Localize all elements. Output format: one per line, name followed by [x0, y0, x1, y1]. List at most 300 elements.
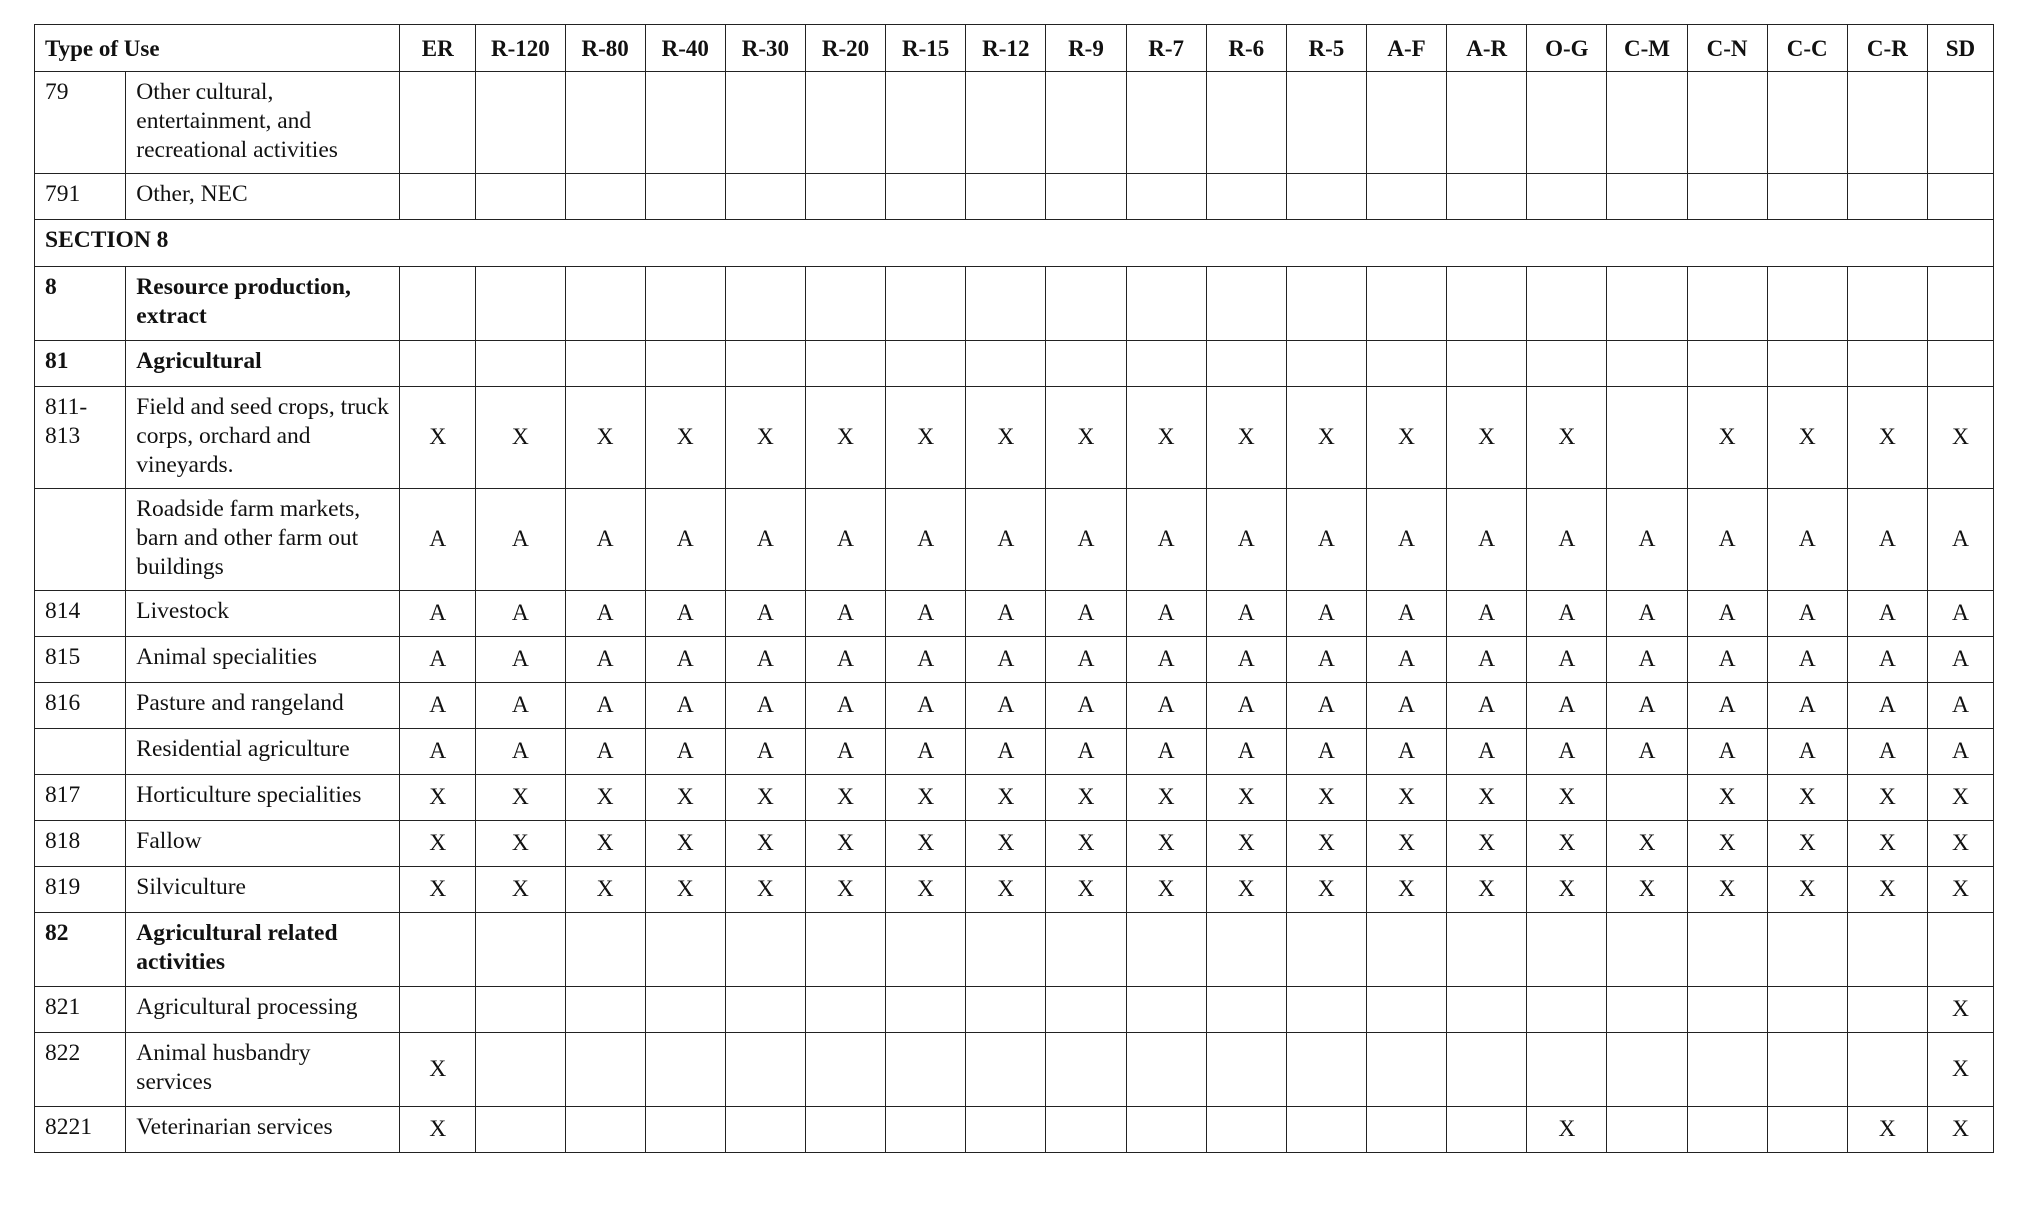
permission-cell [645, 1033, 725, 1107]
table-row [35, 341, 1994, 387]
permission-cell: X [1927, 821, 1993, 867]
permission-cell: X [1447, 775, 1527, 821]
permission-cell: X [805, 775, 885, 821]
permission-cell: X [1126, 775, 1206, 821]
permission-cell [1286, 174, 1366, 220]
permission-cell [1607, 341, 1687, 387]
permission-cell [1286, 987, 1366, 1033]
permission-cell: A [565, 683, 645, 729]
table-row [35, 729, 1994, 775]
permission-cell [565, 1107, 645, 1153]
permission-cell: X [1286, 867, 1366, 913]
permission-cell: A [725, 591, 805, 637]
permission-cell: X [1527, 775, 1607, 821]
permission-cell: A [1847, 683, 1927, 729]
permission-cell [476, 267, 565, 341]
permission-cell [1447, 267, 1527, 341]
zone-header: R-9 [1046, 25, 1126, 72]
permission-cell: A [565, 489, 645, 591]
permission-cell: A [1607, 489, 1687, 591]
permission-cell: A [966, 489, 1046, 591]
permission-cell: X [1927, 775, 1993, 821]
permission-cell [1447, 1033, 1527, 1107]
permission-cell: X [1286, 387, 1366, 489]
permission-cell [725, 913, 805, 987]
permission-cell: X [1687, 387, 1767, 489]
permission-cell: A [1126, 683, 1206, 729]
permission-cell [1687, 1107, 1767, 1153]
permission-cell [805, 1107, 885, 1153]
permission-cell: X [1366, 821, 1446, 867]
permission-cell: X [1046, 867, 1126, 913]
permission-cell: A [1607, 637, 1687, 683]
use-code: 815 [35, 637, 126, 683]
use-description: Animal specialities [126, 637, 400, 683]
table-row [35, 775, 1994, 821]
permission-cell [1046, 1033, 1126, 1107]
permission-cell [1527, 341, 1607, 387]
permission-cell: A [1046, 637, 1126, 683]
permission-cell [1847, 174, 1927, 220]
permission-cell [1126, 913, 1206, 987]
permission-cell: A [1447, 591, 1527, 637]
permission-cell: X [400, 1033, 476, 1107]
permission-cell [476, 174, 565, 220]
permission-cell [565, 1033, 645, 1107]
use-code: 79 [35, 72, 126, 174]
permission-cell: X [966, 387, 1046, 489]
permission-cell: A [1767, 683, 1847, 729]
permission-cell [886, 913, 966, 987]
permission-cell [1126, 341, 1206, 387]
permission-cell: X [476, 775, 565, 821]
permission-cell [476, 1107, 565, 1153]
permission-cell: X [886, 821, 966, 867]
permission-cell [1366, 987, 1446, 1033]
permission-cell [725, 267, 805, 341]
permission-cell [725, 72, 805, 174]
permission-cell: X [1687, 775, 1767, 821]
use-description: Other cultural, entertainment, and recreational activities [126, 72, 400, 174]
permission-cell [1607, 775, 1687, 821]
permission-cell: X [1126, 387, 1206, 489]
permission-cell: X [966, 775, 1046, 821]
permission-cell: A [476, 637, 565, 683]
permission-cell [1767, 987, 1847, 1033]
permission-cell [1607, 987, 1687, 1033]
permission-cell [1206, 1033, 1286, 1107]
permission-cell: X [565, 387, 645, 489]
use-code [35, 489, 126, 591]
permission-cell: A [1687, 489, 1767, 591]
use-code: 822 [35, 1033, 126, 1107]
use-code: 814 [35, 591, 126, 637]
permission-cell: A [1527, 683, 1607, 729]
permission-cell: A [966, 729, 1046, 775]
permission-cell [1206, 72, 1286, 174]
permission-cell: X [725, 821, 805, 867]
land-use-table [34, 24, 1994, 1153]
permission-cell [1687, 913, 1767, 987]
permission-cell: X [400, 387, 476, 489]
permission-cell: A [1447, 637, 1527, 683]
permission-cell: A [1286, 591, 1366, 637]
permission-cell [565, 72, 645, 174]
table-row [35, 174, 1994, 220]
permission-cell: X [400, 821, 476, 867]
permission-cell [565, 913, 645, 987]
permission-cell: X [1366, 867, 1446, 913]
permission-cell: A [476, 489, 565, 591]
permission-cell: X [1126, 821, 1206, 867]
permission-cell: X [1847, 387, 1927, 489]
permission-cell: A [886, 683, 966, 729]
permission-cell: X [1847, 775, 1927, 821]
permission-cell [886, 174, 966, 220]
permission-cell: X [1286, 775, 1366, 821]
use-code: 81 [35, 341, 126, 387]
use-code: 82 [35, 913, 126, 987]
zone-header: R-80 [565, 25, 645, 72]
permission-cell [645, 987, 725, 1033]
permission-cell: A [1847, 489, 1927, 591]
permission-cell [1687, 341, 1767, 387]
permission-cell [1527, 267, 1607, 341]
permission-cell: X [1847, 1107, 1927, 1153]
permission-cell [1206, 267, 1286, 341]
permission-cell: A [1126, 591, 1206, 637]
permission-cell: A [1927, 591, 1993, 637]
permission-cell: X [476, 821, 565, 867]
use-description: Field and seed crops, truck corps, orchard and vineyards. [126, 387, 400, 489]
permission-cell [1687, 174, 1767, 220]
permission-cell [966, 72, 1046, 174]
permission-cell: X [1927, 1107, 1993, 1153]
use-code: 818 [35, 821, 126, 867]
permission-cell: A [1847, 729, 1927, 775]
permission-cell [1447, 913, 1527, 987]
permission-cell [1927, 341, 1993, 387]
permission-cell: X [1767, 775, 1847, 821]
permission-cell: A [1046, 591, 1126, 637]
permission-cell: X [1527, 1107, 1607, 1153]
permission-cell [1527, 987, 1607, 1033]
permission-cell: X [1286, 821, 1366, 867]
permission-cell: A [1927, 683, 1993, 729]
permission-cell [1607, 387, 1687, 489]
permission-cell [476, 913, 565, 987]
permission-cell [1046, 72, 1126, 174]
permission-cell: A [1046, 683, 1126, 729]
zone-header: ER [400, 25, 476, 72]
permission-cell: A [565, 637, 645, 683]
use-description: Horticulture specialities [126, 775, 400, 821]
permission-cell [1126, 1033, 1206, 1107]
permission-cell: X [1607, 821, 1687, 867]
table-row [35, 591, 1994, 637]
permission-cell [400, 341, 476, 387]
permission-cell: A [1447, 489, 1527, 591]
permission-cell: A [1687, 729, 1767, 775]
use-code: 811- 813 [35, 387, 126, 489]
zone-header: C-N [1687, 25, 1767, 72]
permission-cell: A [1767, 489, 1847, 591]
permission-cell [725, 1107, 805, 1153]
type-of-use-header: Type of Use [35, 25, 400, 72]
permission-cell: X [1767, 821, 1847, 867]
permission-cell: X [725, 387, 805, 489]
permission-cell: X [1607, 867, 1687, 913]
permission-cell [565, 174, 645, 220]
permission-cell: X [886, 387, 966, 489]
permission-cell [645, 1107, 725, 1153]
permission-cell [1286, 267, 1366, 341]
permission-cell [1767, 267, 1847, 341]
permission-cell: X [645, 867, 725, 913]
use-description: Pasture and rangeland [126, 683, 400, 729]
permission-cell [1286, 341, 1366, 387]
permission-cell: X [1046, 775, 1126, 821]
use-description: Animal husbandry services [126, 1033, 400, 1107]
permission-cell [565, 341, 645, 387]
permission-cell: A [1847, 637, 1927, 683]
zone-header: R-40 [645, 25, 725, 72]
zone-header: R-6 [1206, 25, 1286, 72]
use-description: Agricultural processing [126, 987, 400, 1033]
permission-cell [1366, 72, 1446, 174]
permission-cell: X [1847, 821, 1927, 867]
permission-cell: X [565, 775, 645, 821]
use-description: Roadside farm markets, barn and other farm out buildings [126, 489, 400, 591]
permission-cell: X [725, 867, 805, 913]
permission-cell: X [966, 867, 1046, 913]
zone-header: A-R [1447, 25, 1527, 72]
permission-cell [565, 987, 645, 1033]
permission-cell: A [1126, 637, 1206, 683]
permission-cell [1286, 1033, 1366, 1107]
permission-cell [645, 267, 725, 341]
permission-cell: A [725, 637, 805, 683]
permission-cell: A [1206, 637, 1286, 683]
permission-cell: A [645, 637, 725, 683]
permission-cell [966, 987, 1046, 1033]
permission-cell: A [805, 591, 885, 637]
permission-cell: A [476, 591, 565, 637]
permission-cell: A [1607, 591, 1687, 637]
permission-cell [1126, 72, 1206, 174]
zone-header: C-M [1607, 25, 1687, 72]
permission-cell [1607, 267, 1687, 341]
permission-cell: X [886, 775, 966, 821]
permission-cell: X [1527, 867, 1607, 913]
permission-cell: A [1366, 489, 1446, 591]
use-code [35, 729, 126, 775]
permission-cell [1767, 1033, 1847, 1107]
permission-cell: X [1527, 821, 1607, 867]
permission-cell: A [1687, 683, 1767, 729]
table-row [35, 72, 1994, 174]
table-row [35, 1033, 1994, 1107]
permission-cell: A [725, 683, 805, 729]
permission-cell [1447, 341, 1527, 387]
permission-cell [1286, 913, 1366, 987]
permission-cell: X [1447, 821, 1527, 867]
table-row [35, 821, 1994, 867]
permission-cell [1687, 267, 1767, 341]
permission-cell [1046, 987, 1126, 1033]
zone-header: R-120 [476, 25, 565, 72]
permission-cell [565, 267, 645, 341]
permission-cell [1927, 72, 1993, 174]
permission-cell [1206, 1107, 1286, 1153]
permission-cell [1366, 1107, 1446, 1153]
permission-cell: X [805, 821, 885, 867]
permission-cell: A [1527, 489, 1607, 591]
permission-cell: A [400, 489, 476, 591]
permission-cell: A [400, 683, 476, 729]
permission-cell [1687, 72, 1767, 174]
permission-cell: X [400, 867, 476, 913]
table-row [35, 1107, 1994, 1153]
permission-cell: A [476, 683, 565, 729]
permission-cell: A [1366, 729, 1446, 775]
permission-cell: X [565, 867, 645, 913]
permission-cell [400, 72, 476, 174]
permission-cell: A [805, 489, 885, 591]
permission-cell: A [886, 729, 966, 775]
section-label: SECTION 8 [35, 220, 1994, 267]
permission-cell: A [805, 729, 885, 775]
permission-cell: A [1046, 489, 1126, 591]
permission-cell: X [1366, 775, 1446, 821]
table-row [35, 987, 1994, 1033]
permission-cell [1847, 913, 1927, 987]
permission-cell: A [645, 683, 725, 729]
table-row [35, 637, 1994, 683]
permission-cell: X [1767, 387, 1847, 489]
permission-cell: X [400, 1107, 476, 1153]
permission-cell: X [1447, 387, 1527, 489]
permission-cell [645, 341, 725, 387]
permission-cell: A [1286, 489, 1366, 591]
permission-cell: A [645, 729, 725, 775]
permission-cell [400, 913, 476, 987]
permission-cell [1046, 174, 1126, 220]
permission-cell: A [1206, 683, 1286, 729]
permission-cell: X [1927, 1033, 1993, 1107]
permission-cell [1447, 1107, 1527, 1153]
table-row [35, 913, 1994, 987]
permission-cell [1366, 341, 1446, 387]
permission-cell [1046, 341, 1126, 387]
permission-cell: A [400, 637, 476, 683]
permission-cell: X [645, 821, 725, 867]
permission-cell [1366, 267, 1446, 341]
permission-cell: X [1126, 867, 1206, 913]
permission-cell: A [805, 637, 885, 683]
permission-cell [1447, 72, 1527, 174]
permission-cell: X [1206, 775, 1286, 821]
permission-cell: A [966, 637, 1046, 683]
permission-cell: A [1366, 683, 1446, 729]
permission-cell [1767, 341, 1847, 387]
permission-cell [1527, 72, 1607, 174]
permission-cell [886, 987, 966, 1033]
permission-cell: X [1687, 821, 1767, 867]
use-description: Agricultural [126, 341, 400, 387]
permission-cell [400, 267, 476, 341]
permission-cell [645, 913, 725, 987]
permission-cell [1447, 987, 1527, 1033]
use-description: Veterinarian services [126, 1107, 400, 1153]
zone-header: R-5 [1286, 25, 1366, 72]
permission-cell [1126, 267, 1206, 341]
permission-cell: X [1206, 387, 1286, 489]
permission-cell: A [1447, 729, 1527, 775]
permission-cell [1206, 913, 1286, 987]
permission-cell [1767, 913, 1847, 987]
permission-cell [1286, 72, 1366, 174]
permission-cell [1847, 267, 1927, 341]
permission-cell [1046, 913, 1126, 987]
permission-cell: X [1046, 387, 1126, 489]
permission-cell: A [1607, 683, 1687, 729]
zone-header: O-G [1527, 25, 1607, 72]
zone-header: R-12 [966, 25, 1046, 72]
permission-cell: X [476, 867, 565, 913]
permission-cell: X [1927, 987, 1993, 1033]
permission-cell [476, 341, 565, 387]
permission-cell: A [1366, 591, 1446, 637]
section-row [35, 220, 1994, 267]
header-row [35, 25, 1994, 72]
use-code: 8 [35, 267, 126, 341]
use-code: 8221 [35, 1107, 126, 1153]
permission-cell [1687, 1033, 1767, 1107]
permission-cell [1927, 267, 1993, 341]
document-page [34, 24, 1994, 1153]
permission-cell [1607, 913, 1687, 987]
permission-cell: A [1847, 591, 1927, 637]
permission-cell [1206, 174, 1286, 220]
permission-cell: A [400, 729, 476, 775]
permission-cell [725, 174, 805, 220]
permission-cell: A [645, 489, 725, 591]
permission-cell: X [1046, 821, 1126, 867]
permission-cell: X [1767, 867, 1847, 913]
permission-cell: A [1927, 637, 1993, 683]
permission-cell [1366, 174, 1446, 220]
zone-header: R-20 [805, 25, 885, 72]
permission-cell [400, 987, 476, 1033]
permission-cell: A [476, 729, 565, 775]
permission-cell [1927, 913, 1993, 987]
permission-cell: A [1286, 683, 1366, 729]
permission-cell: A [886, 591, 966, 637]
permission-cell: X [1527, 387, 1607, 489]
zone-header: A-F [1366, 25, 1446, 72]
permission-cell [1847, 1033, 1927, 1107]
permission-cell [1046, 1107, 1126, 1153]
permission-cell: X [1847, 867, 1927, 913]
permission-cell [966, 1107, 1046, 1153]
use-description: Residential agriculture [126, 729, 400, 775]
use-description: Resource production, extract [126, 267, 400, 341]
permission-cell: X [1206, 867, 1286, 913]
permission-cell [1366, 1033, 1446, 1107]
zone-header: C-C [1767, 25, 1847, 72]
table-row [35, 267, 1994, 341]
